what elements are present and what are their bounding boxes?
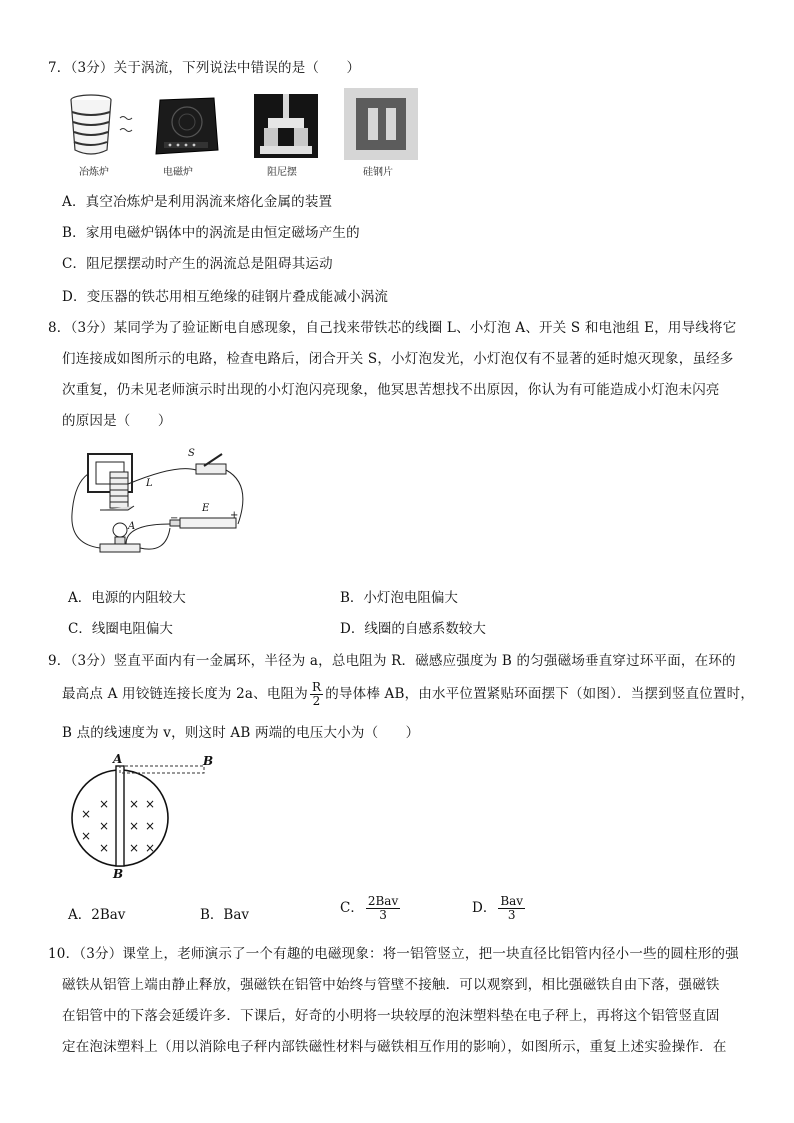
battery-plus-label: + bbox=[230, 510, 239, 521]
q8-line-3: 次重复，仍未见老师演示时出现的小灯泡闪亮现象，他冥思苦想找不出原因，你认为有可能造成小灯泡未闪亮 bbox=[62, 382, 720, 398]
q8-option-c: C．线圈电阻偏大 bbox=[68, 621, 173, 637]
q10-line-4: 定在泡沫塑料上（用以消除电子秤内部铁磁性材料与磁铁相互作用的影响），如图所示，重复上述实验操作．在 bbox=[62, 1039, 727, 1055]
q8-option-a: A．电源的内阻较大 bbox=[68, 590, 186, 606]
fraction-denominator: 2 bbox=[312, 694, 321, 708]
q8-option-b: B．小灯泡电阻偏大 bbox=[340, 590, 458, 606]
option-d-fraction bbox=[498, 895, 525, 922]
q10-line-1: 10．（3分）课堂上，老师演示了一个有趣的电磁现象：将一铝管竖立，把一块直径比铝管内径小一些的圆柱形的强 bbox=[48, 946, 739, 962]
cross-mark: × bbox=[98, 819, 110, 833]
q9-option-a: A．2Bav bbox=[68, 907, 126, 923]
smelting-furnace-image bbox=[64, 90, 144, 162]
q7-option-a: A．真空冶炼炉是利用涡流来熔化金属的装置 bbox=[62, 194, 333, 210]
cross-mark: × bbox=[128, 819, 140, 833]
q9-option-b: B．Bav bbox=[200, 907, 250, 923]
q10-line-2: 磁铁从铝管上端由静止释放，强磁铁在铝管中始终与管壁不接触．可以观察到，相比强磁铁自由下落，强磁铁 bbox=[62, 977, 720, 993]
damping-pendulum-image bbox=[254, 94, 318, 158]
cross-mark: × bbox=[128, 797, 140, 811]
caption-damping-pendulum: 阻尼摆 bbox=[267, 167, 297, 178]
silicon-steel-image bbox=[344, 88, 418, 160]
caption-silicon-steel: 硅钢片 bbox=[363, 167, 393, 178]
coil-label-l: L bbox=[146, 478, 153, 489]
q8-line-1: 8．（3分）某同学为了验证断电自感现象，自己找来带铁芯的线圈 L、小灯泡 A、开关 S 和电池组 E，用导线将它 bbox=[48, 320, 737, 336]
cross-mark: × bbox=[80, 829, 92, 843]
q7-option-c: C．阻尼摆摆动时产生的涡流总是阻碍其运动 bbox=[62, 256, 333, 272]
battery-minus-label: − bbox=[170, 513, 179, 524]
fraction-numerator: R bbox=[311, 680, 322, 694]
q9-option-c bbox=[340, 895, 402, 922]
q9-line-3: B 点的线速度为 v，则这时 AB 两端的电压大小为（ ） bbox=[62, 725, 420, 741]
caption-smelting-furnace: 冶炼炉 bbox=[79, 167, 109, 178]
q7-option-b: B．家用电磁炉锅体中的涡流是由恒定磁场产生的 bbox=[62, 225, 360, 241]
cross-mark: × bbox=[128, 841, 140, 855]
q9-line-2 bbox=[62, 681, 754, 708]
q8-option-d: D．线圈的自感系数较大 bbox=[340, 621, 486, 637]
option-c-numerator: 2Bav bbox=[367, 894, 399, 908]
self-inductance-circuit-figure bbox=[66, 444, 252, 566]
metal-ring-figure bbox=[66, 752, 226, 886]
q9-option-d bbox=[472, 895, 527, 922]
q8-line-4: 的原因是（ ） bbox=[62, 413, 172, 429]
cross-mark: × bbox=[144, 797, 156, 811]
cross-mark: × bbox=[144, 819, 156, 833]
q7-option-d: D．变压器的铁芯用相互绝缘的硅钢片叠成能减小涡流 bbox=[62, 289, 389, 305]
option-d-numerator: Bav bbox=[500, 894, 524, 908]
q9-line-2-after: 的导体棒 AB，由水平位置紧贴环面摆下（如图）．当摆到竖直位置时， bbox=[325, 686, 755, 702]
q8-line-2: 们连接成如图所示的电路，检查电路后，闭合开关 S，小灯泡发光，小灯泡仅有不显著的延时熄灭现象，虽经多 bbox=[62, 351, 734, 367]
ring-label-a: A bbox=[113, 752, 123, 766]
lamp-label-a: A bbox=[128, 521, 136, 532]
q9-option-d-prefix: D． bbox=[472, 900, 497, 916]
resistance-fraction bbox=[310, 681, 323, 708]
caption-induction-cooker: 电磁炉 bbox=[163, 167, 193, 178]
q10-line-3: 在铝管中的下落会延缓许多．下课后，好奇的小明将一块较厚的泡沫塑料垫在电子秤上，再将这个铝管竖直固 bbox=[62, 1008, 720, 1024]
switch-label-s: S bbox=[188, 448, 195, 459]
option-d-denominator: 3 bbox=[507, 908, 516, 922]
option-c-denominator: 3 bbox=[379, 908, 387, 922]
q9-line-1: 9．（3分）竖直平面内有一金属环，半径为 a，总电阻为 R．磁感应强度为 B 的匀强磁场垂直穿过环平面，在环的 bbox=[48, 653, 736, 669]
cross-mark: × bbox=[98, 841, 110, 855]
cross-mark: × bbox=[80, 807, 92, 821]
q9-option-c-prefix: C． bbox=[340, 900, 364, 916]
option-c-fraction bbox=[366, 895, 400, 922]
battery-label-e: E bbox=[202, 503, 210, 514]
cross-mark: × bbox=[98, 797, 110, 811]
rod-end-label-b-right: B bbox=[203, 754, 214, 768]
q9-line-2-before: 最高点 A 用铰链连接长度为 2a、电阻为 bbox=[62, 686, 308, 702]
cross-mark: × bbox=[144, 841, 156, 855]
q7-stem: 7．（3分）关于涡流，下列说法中错误的是（ ） bbox=[48, 60, 361, 76]
rod-end-label-b-bottom: B bbox=[113, 867, 124, 881]
induction-cooker-image bbox=[154, 96, 220, 158]
